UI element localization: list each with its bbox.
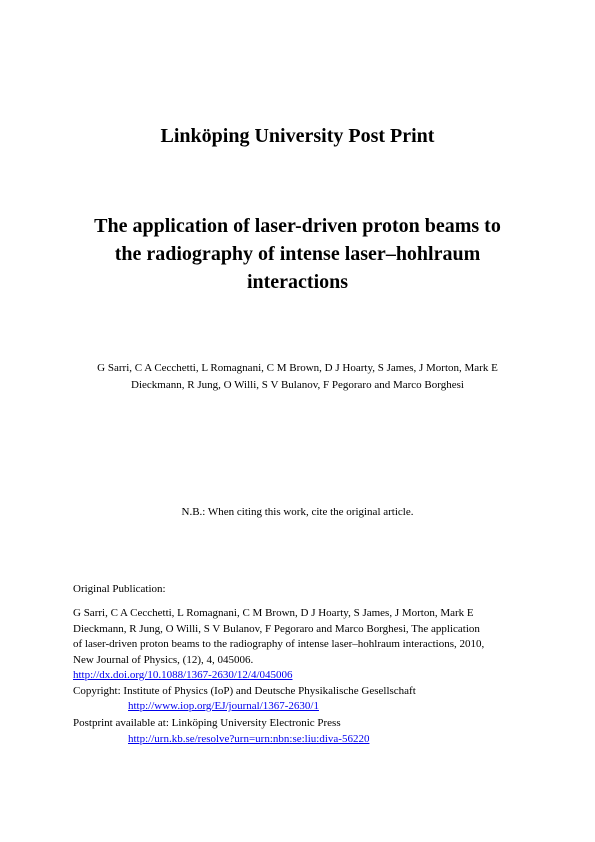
original-publication-heading: Original Publication: [73, 583, 166, 595]
doi-link[interactable]: http://dx.doi.org/10.1088/1367-2630/12/4/045006 [73, 669, 293, 681]
article-title-line: the radiography of intense laser–hohlraum [114, 243, 481, 265]
author-list [40, 360, 555, 394]
publication-citation [73, 606, 484, 715]
article-title-line: The application of laser-driven proton beams to [94, 215, 501, 237]
postprint-text: Postprint available at: Linköping University Electronic Press [73, 717, 341, 729]
journal-link[interactable]: http://www.iop.org/EJ/journal/1367-2630/1 [128, 700, 319, 712]
citation-line: Dieckmann, R Jung, O Willi, S V Bulanov, F Pegoraro and Marco Borghesi, The application [73, 622, 480, 635]
article-title-line: interactions [246, 271, 349, 293]
urn-link[interactable]: http://urn.kb.se/resolve?urn=urn:nbn:se:liu:diva-56220 [128, 732, 370, 745]
citation-note: N.B.: When citing this work, cite the original article. [181, 506, 414, 518]
citation-line: G Sarri, C A Cecchetti, L Romagnani, C M Brown, D J Hoarty, S James, J Morton, Mark E [73, 607, 474, 619]
author-line: Dieckmann, R Jung, O Willi, S V Bulanov, F Pegoraro and Marco Borghesi [131, 379, 464, 391]
copyright-text: Copyright: Institute of Physics (IoP) and Deutsche Physikalische Gesellschaft [73, 684, 416, 697]
article-title [40, 212, 555, 296]
citation-line: New Journal of Physics, (12), 4, 045006. [73, 653, 254, 666]
author-line: G Sarri, C A Cecchetti, L Romagnani, C M Brown, D J Hoarty, S James, J Morton, Mark E [97, 362, 498, 374]
postprint-section [73, 716, 369, 747]
citation-line: of laser-driven proton beams to the radiography of intense laser–hohlraum interactions, 2010, [73, 638, 485, 650]
university-header: Linköping University Post Print [160, 125, 435, 147]
